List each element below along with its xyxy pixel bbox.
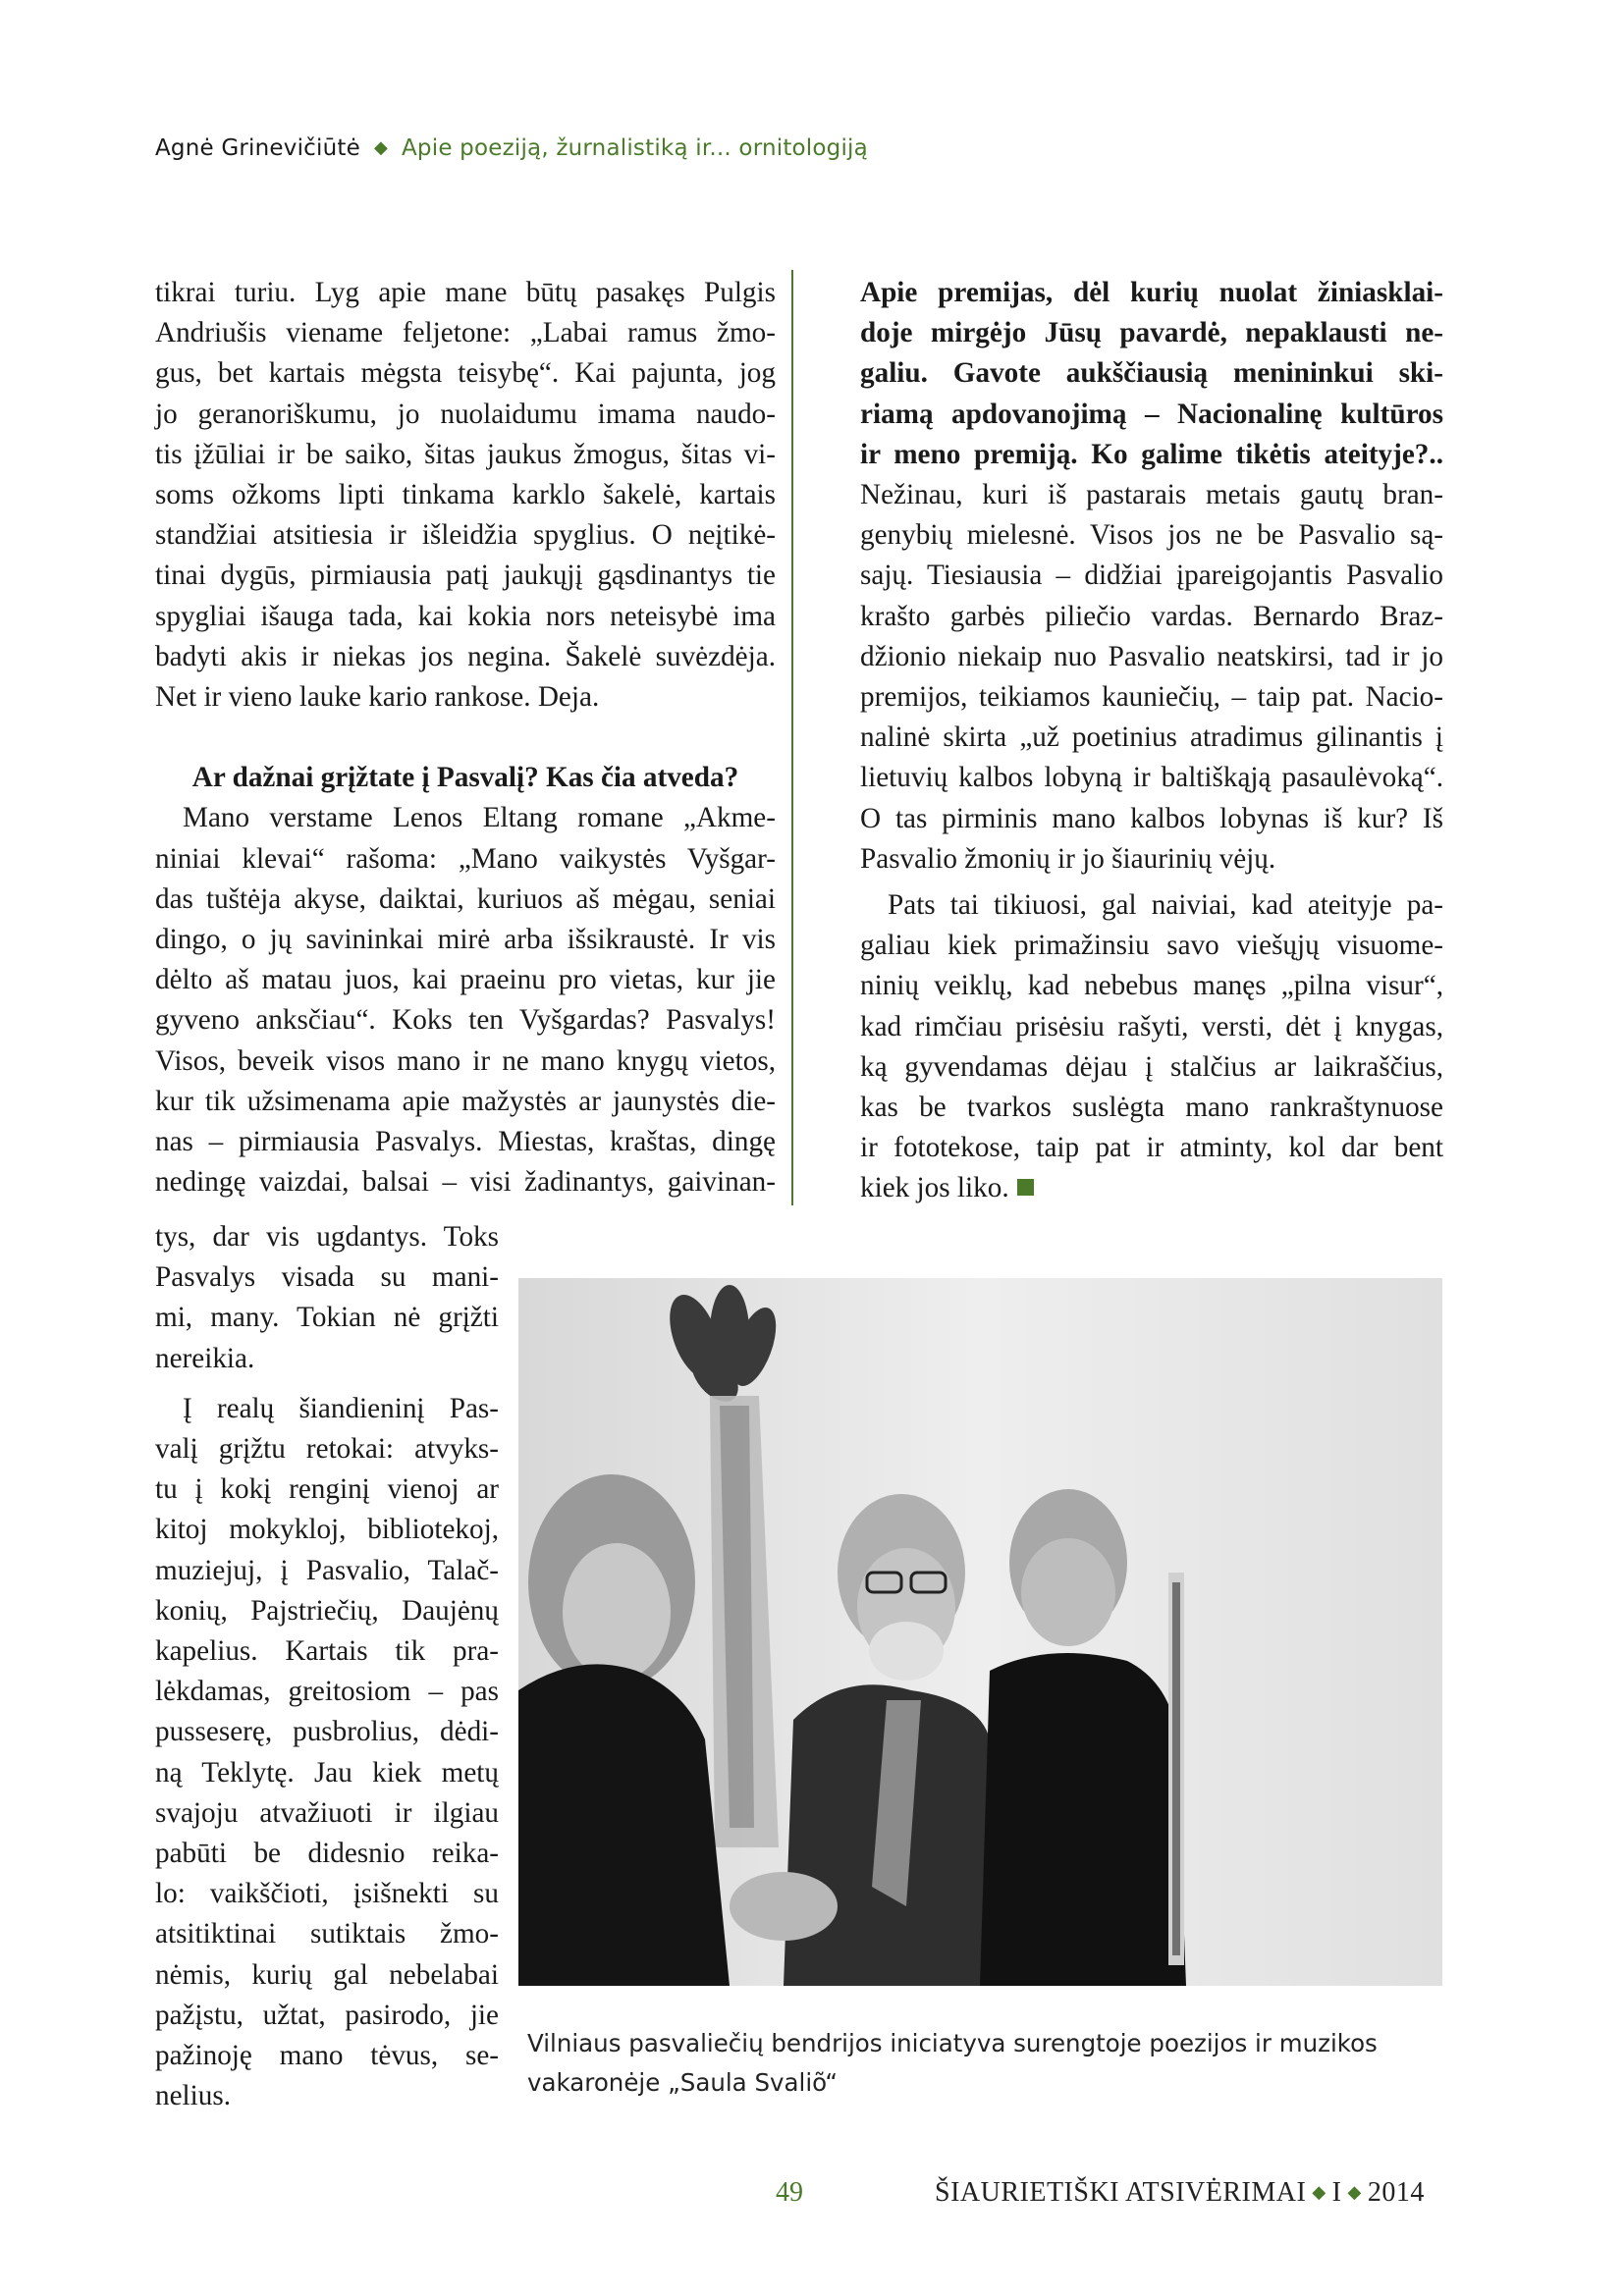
- journal-footer: [935, 2177, 1425, 2209]
- text-line: galiu. Gavote aukščiausią menininkui ski-: [860, 357, 1443, 390]
- text-line: nėmis, kurių gal nebelabai: [155, 1958, 499, 1991]
- text-line: ną Teklytę. Jau kiek metų: [155, 1756, 499, 1789]
- text-line: tinai dygūs, pirmiausia patį jaukųjį gąsdinantys tie: [155, 560, 776, 592]
- text-line: standžiai atsitiesia ir išleidžia spyglius. O neįtikė-: [155, 519, 776, 552]
- text-line: Visos, beveik visos mano ir ne mano knygų vietos,: [155, 1044, 776, 1077]
- text-line: Andriušis viename feljetone: „Labai ramus žmo-: [155, 317, 776, 349]
- text-line: pusseserę, pusbrolius, dėdi-: [155, 1716, 499, 1748]
- diamond-separator-icon: ◆: [1347, 2182, 1362, 2202]
- text-line: tikrai turiu. Lyg apie mane būtų pasakęs Pulgis: [155, 277, 776, 308]
- text-line: mi, many. Tokian nė grįžti: [155, 1302, 499, 1334]
- text-line: soms ožkoms lipti tinkama karklo šakelė, kartais: [155, 479, 776, 511]
- diamond-separator-icon: ◆: [373, 137, 388, 158]
- text-line: Apie premijas, dėl kurių nuolat žiniasklai-: [860, 277, 1443, 308]
- text-line: niniai klevai“ rašoma: „Mano vaikystės Vyšgar-: [155, 842, 776, 875]
- interview-question: [860, 273, 1443, 475]
- text-line: Į realų šiandieninį Pas-: [183, 1392, 499, 1424]
- text-line: kapelius. Kartais tik pra-: [155, 1635, 499, 1668]
- photo-caption: [527, 2024, 1450, 2103]
- text-line: valį grįžtu retokai: atvyks-: [155, 1433, 499, 1466]
- text-line: spygliai išauga tada, kai kokia nors neteisybė ima: [155, 600, 776, 632]
- text-line: tys, dar vis ugdantys. Toks: [155, 1221, 499, 1253]
- paragraph: [155, 273, 776, 718]
- diamond-separator-icon: ◆: [1312, 2182, 1326, 2202]
- right-column: [860, 273, 1443, 1209]
- text-line: krašto garbės piliečio vardas. Bernardo Braz-: [860, 600, 1443, 632]
- text-line: lo: vaikščioti, įsišnekti su: [155, 1878, 499, 1910]
- text-line: Pasvalio žmonių ir jo šiaurinių vėjų.: [860, 842, 1276, 875]
- text-line: nelius.: [155, 2080, 232, 2112]
- text-line: lėkdamas, greitosiom – pas: [155, 1676, 499, 1708]
- paragraph: [860, 475, 1443, 880]
- text-line: Pats tai tikiuosi, gal naiviai, kad ateityje pa-: [888, 889, 1443, 922]
- text-line: nedingę vaizdai, balsai – visi žadinantys, gaivinan-: [155, 1166, 776, 1199]
- text-line: O tas pirminis mano kalbos lobynas iš kur? Iš: [860, 802, 1443, 834]
- article-title: Apie poeziją, žurnalistiką ir... ornitologiją: [402, 135, 868, 161]
- text-line: riamą apdovanojimą – Nacionalinę kultūros: [860, 398, 1443, 430]
- text-line: jo geranoriškumu, jo nuolaidumu imama naudo-: [155, 398, 776, 430]
- text-line: premijos, teikiamos kauniečių, – taip pat. Nacio-: [860, 681, 1443, 714]
- text-line: nereikia.: [155, 1342, 255, 1374]
- issue-number: I: [1331, 2177, 1342, 2208]
- text-line: Pasvalys visada su mani-: [155, 1261, 499, 1294]
- text-line: galiau kiek primažinsiu savo viešųjų visuome-: [860, 930, 1443, 962]
- left-column: [155, 273, 776, 1202]
- paragraph: [155, 798, 776, 1202]
- text-line: sajų. Tiesiausia – didžiai įpareigojantis Pasvalio: [860, 560, 1443, 592]
- text-line: Mano verstame Lenos Eltang romane „Akme-: [183, 802, 776, 834]
- text-line: konių, Pajstriečių, Daujėnų: [155, 1594, 499, 1627]
- text-line: Nežinau, kuri iš pastarais metais gautų bran-: [860, 479, 1443, 511]
- text-line: genybių mielesnė. Visos jos ne be Pasvalio są-: [860, 519, 1443, 552]
- text-line: [860, 1168, 1443, 1208]
- text-line: lietuvių kalbos lobyną ir baltiškąją pasaulėvoką“.: [860, 762, 1443, 794]
- text-line: kur tik užsimenama apie mažystės ar jaunystės die-: [155, 1085, 776, 1117]
- text-line: muziejuj, į Pasvalio, Talač-: [155, 1554, 499, 1586]
- interview-question: Ar dažnai grįžtate į Pasvalį? Kas čia atveda?: [191, 762, 739, 794]
- text-line: nalinė skirta „už poetinius atradimus gilinantis į: [860, 721, 1443, 754]
- text-line: gus, bet kartais mėgsta teisybę“. Kai pajunta, jog: [155, 357, 776, 390]
- author-name: Agnė Grinevičiūtė: [155, 135, 360, 161]
- text-line: das tuštėja akyse, daiktai, kuriuos aš mėgau, seniai: [155, 882, 776, 915]
- text-line: pažįstu, užtat, pasirodo, jie: [155, 1999, 499, 2031]
- text-line: ir meno premiją. Ko galime tikėtis ateityje?..: [860, 438, 1443, 470]
- text-line: pabūti be didesnio reika-: [155, 1838, 499, 1870]
- text-line: kas be tvarkos suslėgta mano rankraštynuose: [860, 1092, 1443, 1124]
- text-line: tis įžūliai ir be saiko, šitas jaukus žmogus, šitas vi-: [155, 438, 776, 470]
- text-line: pažinoję mano tėvus, se-: [155, 2040, 499, 2072]
- page-number: 49: [776, 2177, 803, 2208]
- text-line: gyveno anksčiau“. Koks ten Vyšgardas? Pasvalys!: [155, 1004, 776, 1037]
- text-line: atsitiktinai sutiktais žmo-: [155, 1918, 499, 1950]
- text-line: dėlto aš matau juos, kai praeinu pro vietas, kur jie: [155, 964, 776, 996]
- text-line: tu į kokį renginį vienoj ar: [155, 1473, 499, 1506]
- running-head: [155, 135, 868, 161]
- issue-year: 2014: [1367, 2177, 1425, 2208]
- caption-line: Vilniaus pasvaliečių bendrijos iniciatyva surengtoje poezijos ir muzikos: [527, 2029, 1378, 2057]
- text-line: svajoju atvažiuoti ir ilgiau: [155, 1796, 499, 1829]
- paragraph: [155, 1217, 499, 1379]
- event-photo: [518, 1278, 1442, 1986]
- column-divider: [791, 270, 793, 1205]
- text-line: ką gyvendamas dėjau į stalčius ar laikraščius,: [860, 1050, 1443, 1083]
- paragraph: [155, 1389, 499, 2117]
- text-line-final: kiek jos liko.: [860, 1172, 1009, 1204]
- photo-illustration: [518, 1278, 1442, 1986]
- end-of-article-square-icon: [1017, 1179, 1034, 1196]
- text-line: badyti akis ir niekas jos negina. Šakelė suvėzdėja.: [155, 640, 776, 672]
- caption-line: vakaronėje „Saula Svaliõ“: [527, 2068, 839, 2097]
- paragraph: [860, 885, 1443, 1209]
- text-line: Net ir vieno lauke kario rankose. Deja.: [155, 681, 600, 714]
- text-line: nas – pirmiausia Pasvalys. Miestas, kraštas, dingę: [155, 1126, 776, 1158]
- text-line: dingo, o jų savininkai mirė arba išsikraustė. Ir vis: [155, 924, 776, 956]
- text-line: džionio niekaip nuo Pasvalio neatskirsi, tad ir jo: [860, 640, 1443, 672]
- journal-name: ŠIAURIETIŠKI ATSIVĖRIMAI: [935, 2177, 1307, 2208]
- text-line: ir fototekose, taip pat ir atminty, kol dar bent: [860, 1132, 1443, 1164]
- left-column-narrow: [155, 1217, 499, 2116]
- text-line: kitoj mokykloj, bibliotekoj,: [155, 1514, 499, 1546]
- text-line: doje mirgėjo Jūsų pavardė, nepaklausti ne-: [860, 317, 1443, 349]
- text-line: ninių veiklų, kad nebebus manęs „pilna visur“,: [860, 970, 1443, 1002]
- text-line: kad rimčiau prisėsiu rašyti, versti, dėt į knygas,: [860, 1010, 1443, 1042]
